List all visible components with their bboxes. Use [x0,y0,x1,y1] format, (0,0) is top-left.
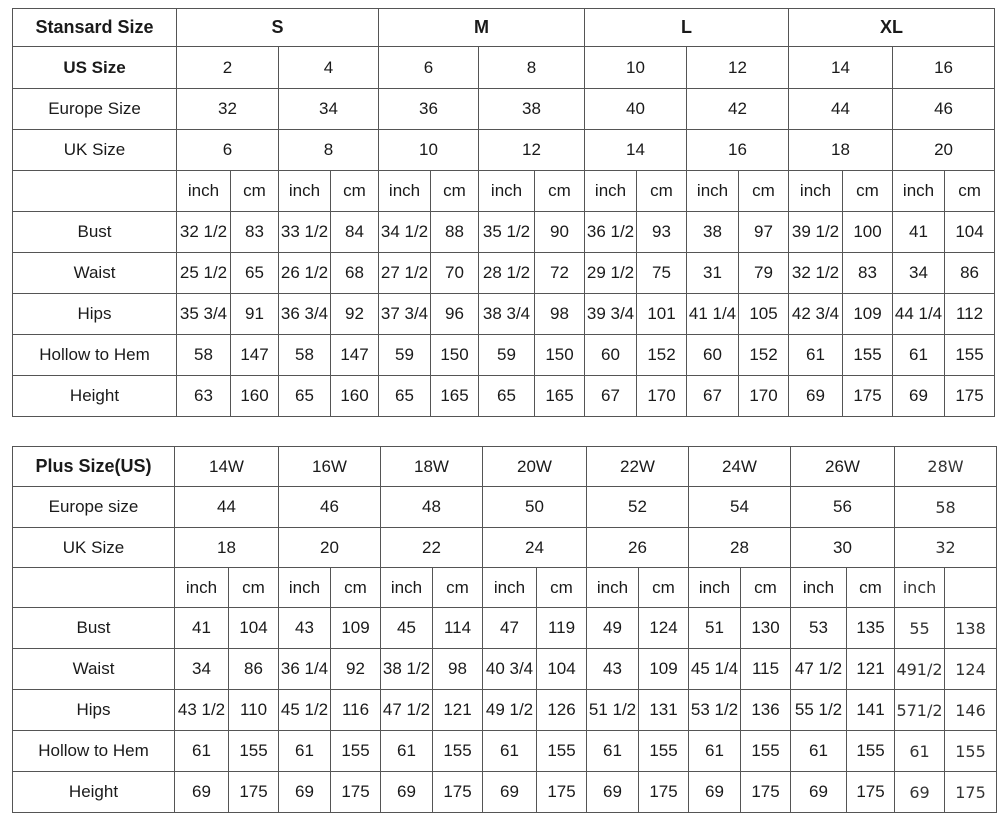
measurement-value: 58 [177,335,231,376]
plus-europe-size-cell: 50 [483,487,587,528]
measurement-value: 39 1/2 [789,212,843,253]
measurement-value: 75 [637,253,687,294]
unit-inch: inch [177,171,231,212]
measurement-value: 160 [231,376,279,417]
measurement-value: 121 [847,649,895,690]
measurement-value: 55 1/2 [791,690,847,731]
measurement-value: 42 3/4 [789,294,843,335]
measurement-value: 146 [945,690,997,731]
unit-inch: inch [895,568,945,608]
plus-measurement-row-hips [13,690,997,731]
plus-us-size-cell: 28W [895,447,997,487]
measurement-value: 101 [637,294,687,335]
measurement-value: 135 [847,608,895,649]
plus-uk-size-row [13,528,997,568]
size-group-xl: XL [789,9,995,47]
plus-europe-size-cell: 44 [175,487,279,528]
measurement-value: 38 [687,212,739,253]
measurement-value: 47 1/2 [791,649,847,690]
measurement-value: 69 [789,376,843,417]
plus-us-size-cell: 26W [791,447,895,487]
measurement-value: 155 [639,731,689,772]
size-group-l: L [585,9,789,47]
measurement-value: 61 [689,731,741,772]
standard-header-row [13,9,995,47]
measurement-label: Height [13,376,177,417]
us-size-cell: 10 [585,47,687,89]
measurement-value: 41 [893,212,945,253]
unit-cm: cm [847,568,895,608]
plus-unit-row-label [13,568,175,608]
measurement-value: 45 1/2 [279,690,331,731]
plus-us-size-cell: 20W [483,447,587,487]
europe-size-cell: 44 [789,89,893,130]
plus-us-size-cell: 18W [381,447,483,487]
plus-uk-size-cell: 32 [895,528,997,568]
measurement-value: 175 [843,376,893,417]
measurement-value: 92 [331,649,381,690]
plus-measurement-row-waist [13,649,997,690]
unit-inch: inch [687,171,739,212]
plus-measurement-row-bust [13,608,997,649]
measurement-value: 32 1/2 [177,212,231,253]
measurement-value: 124 [945,649,997,690]
measurement-row-hollow-to-hem [13,335,995,376]
europe-size-cell: 42 [687,89,789,130]
uk-size-label: UK Size [13,130,177,171]
measurement-value: 25 1/2 [177,253,231,294]
plus-uk-size-label: UK Size [13,528,175,568]
measurement-value: 170 [739,376,789,417]
measurement-value: 69 [483,772,537,813]
europe-size-cell: 40 [585,89,687,130]
measurement-value: 41 [175,608,229,649]
us-size-cell: 14 [789,47,893,89]
unit-inch: inch [789,171,843,212]
measurement-value: 98 [535,294,585,335]
measurement-value: 93 [637,212,687,253]
measurement-value: 51 1/2 [587,690,639,731]
plus-unit-row [13,568,997,608]
measurement-value: 72 [535,253,585,294]
measurement-value: 65 [231,253,279,294]
unit-cm: cm [331,171,379,212]
measurement-row-height [13,376,995,417]
measurement-value: 104 [537,649,587,690]
measurement-value: 109 [843,294,893,335]
measurement-value: 175 [847,772,895,813]
measurement-value: 67 [585,376,637,417]
unit-cm: cm [739,171,789,212]
measurement-value: 175 [229,772,279,813]
unit-cm: cm [431,171,479,212]
europe-size-cell: 38 [479,89,585,130]
measurement-value: 104 [945,212,995,253]
europe-size-cell: 34 [279,89,379,130]
us-size-row [13,47,995,89]
plus-europe-size-cell: 58 [895,487,997,528]
measurement-row-hips [13,294,995,335]
measurement-value: 27 1/2 [379,253,431,294]
measurement-label: Hips [13,294,177,335]
europe-size-cell: 46 [893,89,995,130]
measurement-value: 69 [279,772,331,813]
unit-cm: cm [331,568,381,608]
uk-size-row [13,130,995,171]
measurement-label: Hollow to Hem [13,731,175,772]
measurement-value: 61 [483,731,537,772]
unit-inch: inch [279,568,331,608]
measurement-value: 79 [739,253,789,294]
unit-cm: cm [433,568,483,608]
measurement-value: 26 1/2 [279,253,331,294]
measurement-value: 33 1/2 [279,212,331,253]
measurement-value: 152 [739,335,789,376]
measurement-value: 147 [331,335,379,376]
measurement-value: 53 [791,608,847,649]
plus-europe-size-cell: 46 [279,487,381,528]
us-size-cell: 6 [379,47,479,89]
measurement-value: 47 1/2 [381,690,433,731]
measurement-value: 43 1/2 [175,690,229,731]
plus-us-size-row [13,447,997,487]
measurement-value: 175 [537,772,587,813]
plus-europe-size-cell: 56 [791,487,895,528]
measurement-value: 98 [433,649,483,690]
measurement-value: 40 3/4 [483,649,537,690]
plus-uk-size-cell: 26 [587,528,689,568]
measurement-value: 155 [229,731,279,772]
measurement-value: 69 [175,772,229,813]
measurement-value: 45 [381,608,433,649]
measurement-value: 60 [585,335,637,376]
unit-cm: cm [535,171,585,212]
measurement-value: 152 [637,335,687,376]
measurement-value: 69 [791,772,847,813]
measurement-value: 92 [331,294,379,335]
standard-size-table [12,8,995,417]
measurement-value: 155 [945,731,997,772]
measurement-value: 61 [893,335,945,376]
measurement-value: 114 [433,608,483,649]
unit-cm: cm [639,568,689,608]
measurement-value: 83 [231,212,279,253]
uk-size-cell: 16 [687,130,789,171]
measurement-label: Hips [13,690,175,731]
measurement-value: 65 [479,376,535,417]
measurement-value: 69 [893,376,945,417]
plus-us-size-cell: 24W [689,447,791,487]
unit-inch: inch [381,568,433,608]
measurement-value: 131 [639,690,689,731]
measurement-value: 112 [945,294,995,335]
europe-size-cell: 36 [379,89,479,130]
plus-size-label: Plus Size(US) [13,447,175,487]
measurement-value: 37 3/4 [379,294,431,335]
measurement-row-waist [13,253,995,294]
measurement-value: 67 [687,376,739,417]
measurement-label: Height [13,772,175,813]
measurement-value: 175 [945,376,995,417]
measurement-value: 175 [639,772,689,813]
unit-inch: inch [791,568,847,608]
measurement-value: 61 [587,731,639,772]
measurement-value: 90 [535,212,585,253]
measurement-value: 155 [945,335,995,376]
measurement-value: 31 [687,253,739,294]
plus-europe-size-label: Europe size [13,487,175,528]
measurement-value: 59 [379,335,431,376]
measurement-value: 115 [741,649,791,690]
measurement-value: 69 [381,772,433,813]
measurement-value: 155 [331,731,381,772]
plus-uk-size-cell: 28 [689,528,791,568]
measurement-label: Bust [13,608,175,649]
measurement-value: 39 3/4 [585,294,637,335]
measurement-value: 165 [431,376,479,417]
measurement-value: 91 [231,294,279,335]
measurement-value: 175 [741,772,791,813]
measurement-value: 60 [687,335,739,376]
measurement-value: 83 [843,253,893,294]
us-size-cell: 4 [279,47,379,89]
uk-size-cell: 12 [479,130,585,171]
measurement-value: 69 [587,772,639,813]
measurement-label: Waist [13,253,177,294]
measurement-value: 61 [791,731,847,772]
us-size-cell: 16 [893,47,995,89]
measurement-value: 175 [331,772,381,813]
measurement-value: 571/2 [895,690,945,731]
uk-size-cell: 14 [585,130,687,171]
unit-row-label [13,171,177,212]
measurement-value: 35 3/4 [177,294,231,335]
measurement-value: 69 [689,772,741,813]
plus-us-size-cell: 14W [175,447,279,487]
measurement-value: 150 [535,335,585,376]
measurement-value: 36 3/4 [279,294,331,335]
measurement-row-bust [13,212,995,253]
measurement-value: 38 1/2 [381,649,433,690]
plus-us-size-cell: 16W [279,447,381,487]
size-group-s: S [177,9,379,47]
europe-size-cell: 32 [177,89,279,130]
measurement-value: 38 3/4 [479,294,535,335]
measurement-value: 34 1/2 [379,212,431,253]
measurement-value: 109 [331,608,381,649]
measurement-value: 136 [741,690,791,731]
measurement-value: 63 [177,376,231,417]
measurement-value: 49 [587,608,639,649]
measurement-label: Waist [13,649,175,690]
plus-europe-size-cell: 52 [587,487,689,528]
unit-cm: cm [637,171,687,212]
us-size-cell: 12 [687,47,789,89]
measurement-value: 47 [483,608,537,649]
unit-cm: cm [945,171,995,212]
uk-size-cell: 6 [177,130,279,171]
measurement-value: 49 1/2 [483,690,537,731]
measurement-value: 69 [895,772,945,813]
measurement-value: 34 [175,649,229,690]
measurement-value: 65 [279,376,331,417]
measurement-value: 165 [535,376,585,417]
plus-europe-size-cell: 48 [381,487,483,528]
measurement-value: 35 1/2 [479,212,535,253]
measurement-value: 147 [231,335,279,376]
plus-uk-size-cell: 22 [381,528,483,568]
measurement-value: 58 [279,335,331,376]
us-size-label: US Size [13,47,177,89]
measurement-value: 43 [587,649,639,690]
size-group-m: M [379,9,585,47]
unit-row [13,171,995,212]
measurement-value: 491/2 [895,649,945,690]
plus-us-size-cell: 22W [587,447,689,487]
measurement-value: 155 [847,731,895,772]
measurement-value: 61 [789,335,843,376]
measurement-value: 59 [479,335,535,376]
measurement-value: 28 1/2 [479,253,535,294]
measurement-value: 70 [431,253,479,294]
measurement-value: 104 [229,608,279,649]
plus-measurement-row-hollow-to-hem [13,731,997,772]
measurement-value: 68 [331,253,379,294]
measurement-value: 53 1/2 [689,690,741,731]
measurement-value: 155 [843,335,893,376]
measurement-value: 155 [741,731,791,772]
measurement-value: 155 [537,731,587,772]
measurement-value: 105 [739,294,789,335]
measurement-value: 32 1/2 [789,253,843,294]
measurement-value: 65 [379,376,431,417]
plus-uk-size-cell: 18 [175,528,279,568]
measurement-value: 141 [847,690,895,731]
measurement-value: 61 [895,731,945,772]
unit-inch: inch [175,568,229,608]
measurement-value: 116 [331,690,381,731]
measurement-value: 41 1/4 [687,294,739,335]
measurement-value: 84 [331,212,379,253]
unit-cm: cm [231,171,279,212]
measurement-label: Bust [13,212,177,253]
measurement-value: 44 1/4 [893,294,945,335]
unit-inch: inch [279,171,331,212]
measurement-value: 150 [431,335,479,376]
unit-cm: cm [741,568,791,608]
plus-measurement-row-height [13,772,997,813]
uk-size-cell: 8 [279,130,379,171]
measurement-value: 36 1/4 [279,649,331,690]
europe-size-label: Europe Size [13,89,177,130]
unit-inch: inch [585,171,637,212]
measurement-value: 170 [637,376,687,417]
plus-uk-size-cell: 20 [279,528,381,568]
unit-cm: cm [229,568,279,608]
unit-inch: inch [479,171,535,212]
europe-size-row [13,89,995,130]
uk-size-cell: 20 [893,130,995,171]
measurement-value: 45 1/4 [689,649,741,690]
unit-inch: inch [587,568,639,608]
unit-cm [945,568,997,608]
measurement-value: 36 1/2 [585,212,637,253]
plus-size-table [12,446,997,813]
measurement-value: 110 [229,690,279,731]
measurement-value: 124 [639,608,689,649]
plus-uk-size-cell: 24 [483,528,587,568]
us-size-cell: 8 [479,47,585,89]
measurement-value: 86 [945,253,995,294]
measurement-value: 61 [381,731,433,772]
measurement-value: 130 [741,608,791,649]
unit-inch: inch [379,171,431,212]
unit-cm: cm [843,171,893,212]
measurement-label: Hollow to Hem [13,335,177,376]
measurement-value: 55 [895,608,945,649]
plus-europe-size-row [13,487,997,528]
measurement-value: 88 [431,212,479,253]
unit-inch: inch [483,568,537,608]
measurement-value: 138 [945,608,997,649]
uk-size-cell: 10 [379,130,479,171]
measurement-value: 29 1/2 [585,253,637,294]
measurement-value: 61 [279,731,331,772]
measurement-value: 100 [843,212,893,253]
us-size-cell: 2 [177,47,279,89]
unit-inch: inch [893,171,945,212]
measurement-value: 160 [331,376,379,417]
unit-cm: cm [537,568,587,608]
measurement-value: 121 [433,690,483,731]
measurement-value: 175 [433,772,483,813]
measurement-value: 34 [893,253,945,294]
measurement-value: 86 [229,649,279,690]
measurement-value: 119 [537,608,587,649]
measurement-value: 175 [945,772,997,813]
uk-size-cell: 18 [789,130,893,171]
measurement-value: 51 [689,608,741,649]
unit-inch: inch [689,568,741,608]
measurement-value: 97 [739,212,789,253]
measurement-value: 61 [175,731,229,772]
measurement-value: 96 [431,294,479,335]
measurement-value: 109 [639,649,689,690]
measurement-value: 126 [537,690,587,731]
plus-europe-size-cell: 54 [689,487,791,528]
standard-size-label: Stansard Size [13,9,177,47]
plus-uk-size-cell: 30 [791,528,895,568]
measurement-value: 155 [433,731,483,772]
measurement-value: 43 [279,608,331,649]
